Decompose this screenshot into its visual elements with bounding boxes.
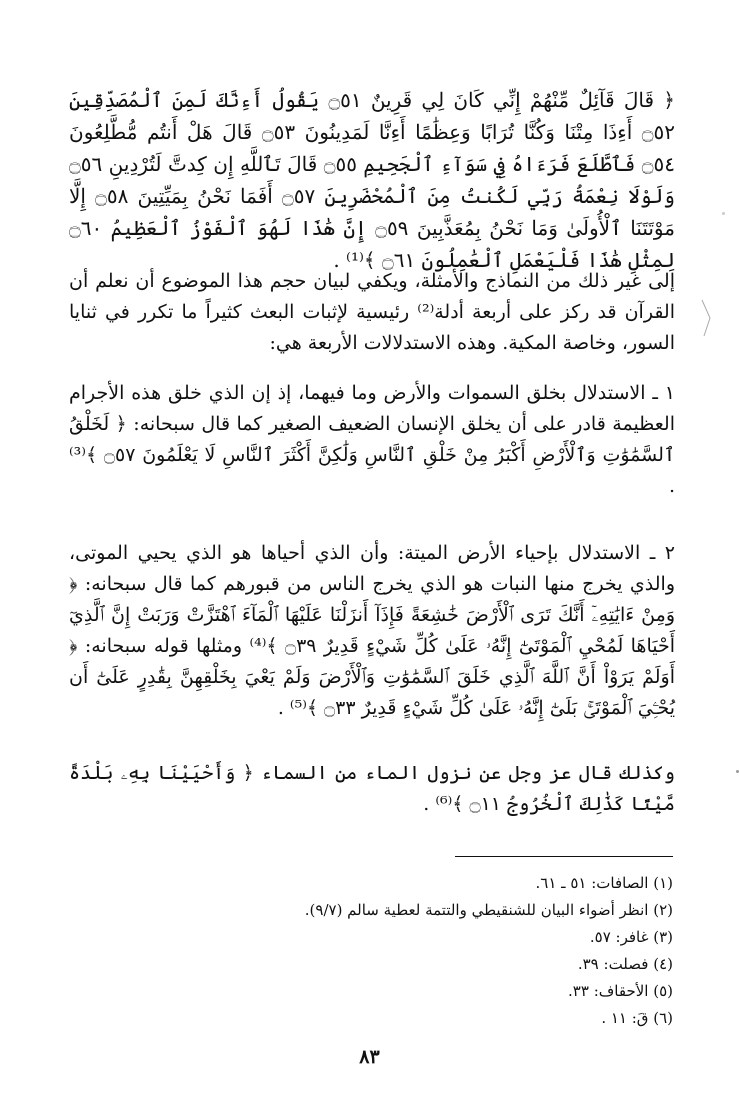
footnote-5: (٥) الأحقاف: ٣٣. [568,982,673,1000]
footnote-1: (١) الصافات: ٥١ ـ ٦١. [535,874,673,892]
paragraph-intro: إلى غير ذلك من النماذج والأمثلة، ويكفي لبيان حجم هذا الموضوع أن نعلم أن القرآن قد ركز على أربعة أدلة⁽²⁾ رئيسية لإثبات البعث كثيراً ما تكرر في ثنايا السور، وخاصة المكية. وهذه الاستدلالات الأربعة هي: [69,270,675,354]
footnote-4: (٤) فصلت: ٣٩. [577,955,673,973]
footnote-3: (٣) غافر: ٥٧. [589,928,673,946]
margin-speck [722,212,725,215]
footnote-6: (٦) قَ: ١١ . [601,1009,673,1027]
quran-verse-block: ﴿ قَالَ قَآئِلٌ مِّنْهُمْ إِنِّي كَانَ لِي قَرِينٌ ۝٥١ يَقُولُ أَءِنَّكَ لَمِنَ ٱلْمُصَدِّقِينَ ۝٥٢ أَءِذَا مِتْنَا وَكُنَّا تُرَابًا وَعِظَٰمًا أَءِنَّا لَمَدِينُونَ ۝٥٣ قَالَ هَلْ أَنتُم مُّطَّلِعُونَ ۝٥٤ فَٱطَّلَعَ فَرَءَاهُ فِي سَوَآءِ ٱلْجَحِيمِ ۝٥٥ قَالَ تَٱللَّهِ إِن كِدتَّ لَتُرْدِينِ ۝٥٦ وَلَوْلَا نِعْمَةُ رَبِّي لَكُنتُ مِنَ ٱلْمُحْضَرِينَ ۝٥٧ أَفَمَا نَحْنُ بِمَيِّتِينَ ۝٥٨ إِلَّا مَوْتَتَنَا ٱلْأُولَىٰ وَمَا نَحْنُ بِمُعَذَّبِينَ ۝٥٩ إِنَّ هَٰذَا لَهُوَ ٱلْفَوْزُ ٱلْعَظِيمُ ۝٦٠ لِمِثْلِ هَٰذَا فَلْيَعْمَلِ ٱلْعَٰمِلُونَ ۝٦١ ﴾⁽¹⁾ . [69,88,675,272]
page-number: ٨٣ [359,1046,380,1068]
footnote-2: (٢) انظر أضواء البيان للشنقيطي والتتمة لعطية سالم (٩/٧). [304,901,673,919]
paragraph-evidence-1: ١ ـ الاستدلال بخلق السموات والأرض وما فيهما، إذ إن الذي خلق هذه الأجرام العظيمة قادر على أن يخلق الإنسان الضعيف الصغير كما قال سبحانه: ﴿ لَخَلْقُ ٱلسَّمَٰوَٰتِ وَٱلْأَرْضِ أَكْبَرُ مِنْ خَلْقِ ٱلنَّاسِ وَلَٰكِنَّ أَكْثَرَ ٱلنَّاسِ لَا يَعْلَمُونَ ۝٥٧ ﴾⁽³⁾ . [69,382,676,497]
paragraph-evidence-2: ٢ ـ الاستدلال بإحياء الأرض الميتة: وأن الذي أحياها هو الذي يحيي الموتى، والذي يخرج منها النبات هو الذي يخرج الناس من قبورهم كما قال سبحانه: ﴿ وَمِنْ ءَايَٰتِهِۦٓ أَنَّكَ تَرَى ٱلْأَرْضَ خَٰشِعَةً فَإِذَآ أَنزَلْنَا عَلَيْهَا ٱلْمَآءَ ٱهْتَزَّتْ وَرَبَتْ إِنَّ ٱلَّذِيٓ أَحْيَاهَا لَمُحْيِ ٱلْمَوْتَىٰٓ إِنَّهُۥ عَلَىٰ كُلِّ شَيْءٍ قَدِيرٌ ۝٣٩ ﴾⁽⁴⁾ ومثلها قوله سبحانه: ﴿ أَوَلَمْ يَرَوْاْ أَنَّ ٱللَّهَ ٱلَّذِي خَلَقَ ٱلسَّمَٰوَٰتِ وَٱلْأَرْضَ وَلَمْ يَعْيَ بِخَلْقِهِنَّ بِقَٰدِرٍ عَلَىٰٓ أَن يُحْـِۧيَ ٱلْمَوْتَىٰۚ بَلَىٰٓ إِنَّهُۥ عَلَىٰ كُلِّ شَيْءٍ قَدِيرٌ ۝٣٣ ﴾⁽⁵⁾ . [69,542,676,719]
margin-pencil-mark [700,298,716,338]
paragraph-closing: وكذلك قال عز وجل عن نزول الماء من السماء ﴿ وَأَحْيَيْنَا بِهِۦ بَلْدَةً مَّيْتًا كَذَٰلِكَ ٱلْخُرُوجُ ۝١١ ﴾⁽⁶⁾ . [69,762,675,815]
footnotes-list [253,870,673,1032]
footnote-separator [455,856,673,857]
